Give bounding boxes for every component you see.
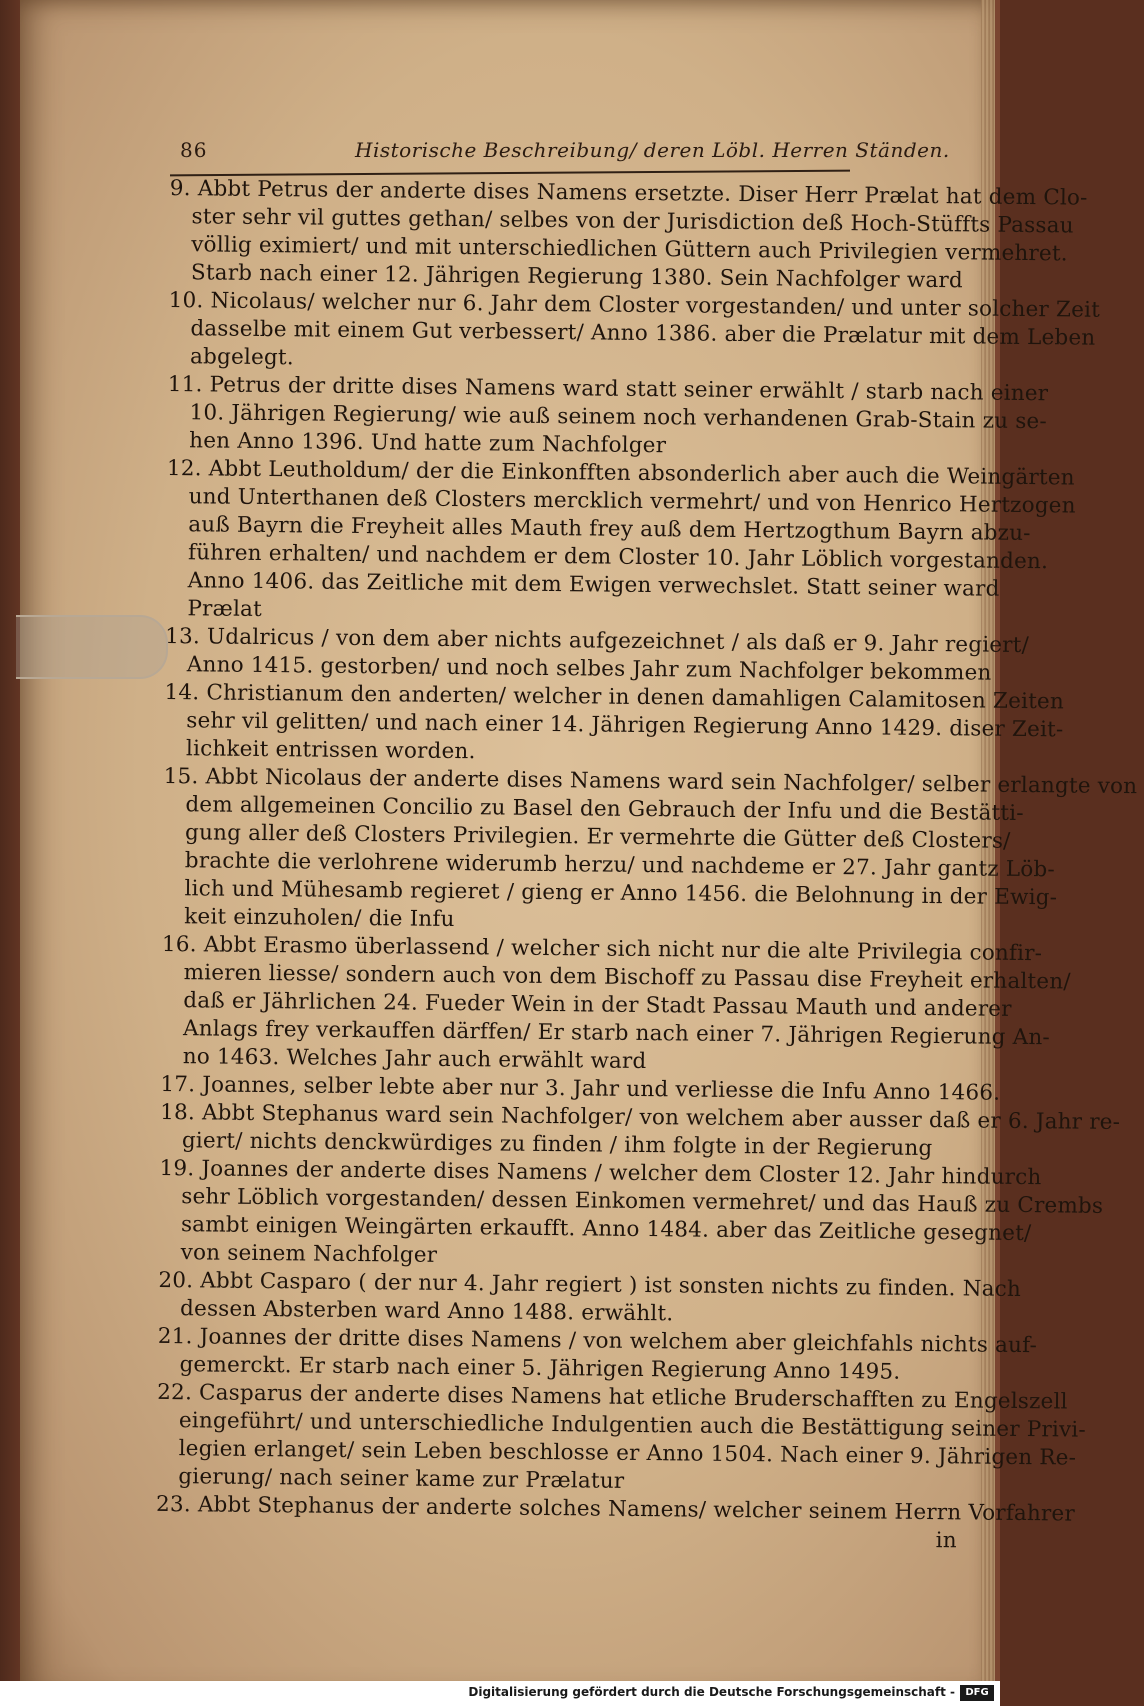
text-line: 9. Abbt Petrus der anderte dises Namens ersetzte. Diser Herr Prælat hat dem Clo- <box>169 175 1088 211</box>
text-line: ster sehr vil guttes gethan/ selbes von der Jurisdiction deß Hoch-Stüffts Passau <box>191 204 1074 239</box>
text-line: no 1463. Welches Jahr auch erwählt ward <box>182 1044 647 1075</box>
text-line: eingeführt/ und unterschiedliche Indulgentien auch die Bestättigung seiner Privi- <box>178 1408 1087 1443</box>
text-line: sehr vil gelitten/ und nach einer 14. Jährigen Regierung Anno 1429. diser Zeit- <box>186 708 1064 743</box>
text-line: gemerckt. Er starb nach einer 5. Jährigen Regierung Anno 1495. <box>179 1352 901 1385</box>
text-line: 13. Udalricus / von dem aber nichts aufgezeichnet / als daß er 9. Jahr regiert/ <box>165 623 1030 659</box>
page-clip <box>16 615 168 679</box>
text-line: 10. Nicolaus/ welcher nur 6. Jahr dem Closter vorgestanden/ und unter solcher Zeit <box>168 287 1101 323</box>
text-line: dem allgemeinen Concilio zu Basel den Gebrauch der Infu und die Bestätti- <box>185 792 1024 826</box>
text-line: daß er Jährlichen 24. Fueder Wein in der Stadt Passau Mauth und anderer <box>183 988 1012 1022</box>
text-line: 10. Jährigen Regierung/ wie auß seinem noch verhandenen Grab-Stain zu se- <box>189 400 1048 435</box>
catchword: in <box>935 1528 957 1554</box>
text-line: 11. Petrus der dritte dises Namens ward statt seiner erwählt / starb nach einer <box>167 371 1049 407</box>
text-line: giert/ nichts denckwürdiges zu finden / ihm folgte in der Regierung <box>181 1128 933 1162</box>
text-line: Anlags frey verkauffen därffen/ Er starb nach einer 7. Jährigen Regierung An- <box>182 1016 1051 1051</box>
text-line: 12. Abbt Leutholdum/ der die Einkonfften absonderlich aber auch die Weingärten <box>166 455 1075 491</box>
text-line: auß Bayrn die Freyheit alles Mauth frey auß dem Hertzogthum Bayrn abzu- <box>188 512 1031 547</box>
text-line: Anno 1415. gestorben/ und noch selbes Jahr zum Nachfolger bekommen <box>186 652 992 686</box>
text-line: Starb nach einer 12. Jährigen Regierung 1380. Sein Nachfolger ward <box>190 260 964 294</box>
digitization-footer <box>0 1681 1000 1706</box>
footer-credit: Digitalisierung gefördert durch die Deutsche Forschungsgemeinschaft - <box>468 1685 955 1699</box>
text-line: keit einzuholen/ die Infu <box>184 904 455 933</box>
text-line: sambt einigen Weingärten erkaufft. Anno 1484. aber das Zeitliche gesegnet/ <box>180 1212 1032 1247</box>
text-line: abgelegt. <box>189 344 294 371</box>
text-line: dessen Absterben ward Anno 1488. erwählt. <box>179 1296 674 1327</box>
text-line: 19. Joannes der anderte dises Namens / welcher dem Closter 12. Jahr hindurch <box>159 1155 1042 1191</box>
text-line: Anno 1406. das Zeitliche mit dem Ewigen verwechslet. Statt seiner ward <box>187 568 1000 602</box>
text-line: völlig eximiert/ und mit unterschiedlichen Güttern auch Privilegien vermehret. <box>191 232 1068 267</box>
text-line: legien erlanget/ sein Leben beschlosse er Anno 1504. Nach einer 9. Jährigen Re- <box>178 1436 1077 1471</box>
text-line: 18. Abbt Stephanus ward sein Nachfolger/ von welchem aber ausser daß er 6. Jahr re- <box>160 1099 1121 1136</box>
text-line: lich und Mühesamb regieret / gieng er Anno 1456. die Belohnung in der Ewig- <box>184 876 1058 911</box>
text-line: mieren liesse/ sondern auch von dem Bischoff zu Passau dise Freyheit erhalten/ <box>183 960 1071 995</box>
text-line: gung aller deß Closters Privilegien. Er vermehrte die Gütter deß Closters/ <box>184 820 1011 854</box>
text-line: 15. Abbt Nicolaus der anderte dises Namens ward sein Nachfolger/ selber erlangte von <box>163 763 1138 800</box>
text-line: von seinem Nachfolger <box>180 1240 438 1268</box>
dfg-logo: DFG <box>960 1685 994 1701</box>
text-line: führen erhalten/ und nachdem er dem Closter 10. Jahr Löblich vorgestanden. <box>187 540 1049 575</box>
text-line: brachte die verlohrene widerumb herzu/ und nachdeme er 27. Jahr gantz Löb- <box>184 848 1056 883</box>
body-text <box>155 175 1138 1554</box>
text-line: 20. Abbt Casparo ( der nur 4. Jahr regiert ) ist sonsten nichts zu finden. Nach <box>158 1267 1022 1302</box>
text-line: 21. Joannes der dritte dises Namens / von welchem aber gleichfahls nichts auf- <box>157 1323 1038 1359</box>
page-header <box>160 138 950 168</box>
running-title: Historische Beschreibung/ deren Löbl. Herren Ständen. <box>355 138 950 162</box>
page-number: 86 <box>180 138 208 162</box>
text-line: 22. Casparus der anderte dises Namens hat etliche Bruderschafften zu Engelszell <box>157 1379 1068 1415</box>
text-line: Prælat <box>187 596 263 622</box>
book-page <box>20 0 1138 1700</box>
text-line: 16. Abbt Erasmo überlassend / welcher sich nicht nur die alte Privilegia confir- <box>161 931 1043 967</box>
text-line: und Unterthanen deß Closters mercklich vermehrt/ und von Henrico Hertzogen <box>188 484 1076 519</box>
text-line: hen Anno 1396. Und hatte zum Nachfolger <box>189 428 667 459</box>
text-line: 23. Abbt Stephanus der anderte solches Namens/ welcher seinem Herrn Vorfahrer <box>155 1491 1076 1527</box>
text-line: 14. Christianum den anderten/ welcher in denen damahligen Calamitosen Zeiten <box>164 679 1065 715</box>
text-line: dasselbe mit einem Gut verbessert/ Anno 1386. aber die Prælatur mit dem Leben <box>190 316 1096 351</box>
text-line: lichkeit entrissen worden. <box>185 736 476 765</box>
text-line: sehr Löblich vorgestanden/ dessen Einkomen vermehret/ und das Hauß zu Crembs <box>181 1184 1104 1219</box>
text-line: 17. Joannes, selber lebte aber nur 3. Jahr und verliesse die Infu Anno 1466. <box>160 1071 1001 1106</box>
text-line: gierung/ nach seiner kame zur Prælatur <box>178 1464 625 1494</box>
